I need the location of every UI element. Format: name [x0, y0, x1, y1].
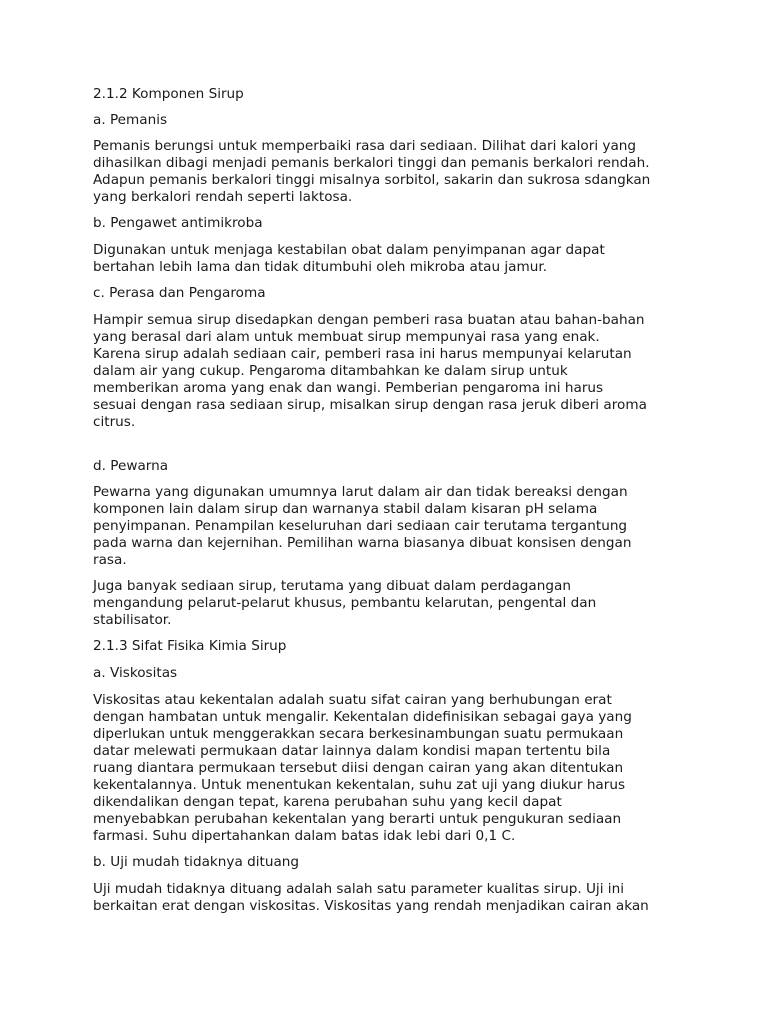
document-page: [93, 86, 693, 915]
text-line: farmasi. Suhu dipertahankan dalam batas idak lebi dari 0,1 C.: [93, 828, 516, 844]
text-line: diperlukan untuk menggerakkan secara berkesinambungan suatu permukaan: [93, 726, 624, 742]
text-line: mengandung pelarut-pelarut khusus, pembantu kelarutan, pengental dan: [93, 595, 597, 611]
heading-line: 2.1.2 Komponen Sirup: [93, 86, 244, 102]
text-line: menyebabkan perubahan kekentalan yang berarti untuk pengukuran sediaan: [93, 811, 622, 827]
paragraph-pemanis: [93, 138, 693, 206]
heading-line: a. Pemanis: [93, 112, 168, 128]
text-line: yang berkalori rendah seperti laktosa.: [93, 189, 353, 205]
text-line: penyimpanan. Penampilan keseluruhan dari sediaan cair terutama tergantung: [93, 518, 628, 534]
subheading-viskositas: [93, 665, 693, 682]
text-line: Juga banyak sediaan sirup, terutama yang dibuat dalam perdagangan: [93, 578, 571, 594]
text-line: ruang diantara permukaan tersebut diisi dengan cairan yang akan ditentukan: [93, 760, 624, 776]
heading-line: c. Perasa dan Pengaroma: [93, 285, 266, 301]
subheading-pemanis: [93, 112, 693, 129]
text-line: memberikan aroma yang enak dan wangi. Pemberian pengaroma ini harus: [93, 380, 604, 396]
text-line: Karena sirup adalah sediaan cair, pemberi rasa ini harus mempunyai kelarutan: [93, 346, 632, 362]
paragraph-pengawet: [93, 242, 693, 276]
text-line: bertahan lebih lama dan tidak ditumbuhi oleh mikroba atau jamur.: [93, 259, 548, 275]
text-line: rasa.: [93, 552, 127, 568]
heading-line: 2.1.3 Sifat Fisika Kimia Sirup: [93, 638, 287, 654]
text-line: Pemanis berungsi untuk memperbaiki rasa dari sediaan. Dilihat dari kalori yang: [93, 138, 637, 154]
text-line: dengan hambatan untuk mengalir. Kekentalan didefinisikan sebagai gaya yang: [93, 709, 632, 725]
text-line: Uji mudah tidaknya dituang adalah salah satu parameter kualitas sirup. Uji ini: [93, 881, 624, 897]
text-line: dihasilkan dibagi menjadi pemanis berkalori tinggi dan pemanis berkalori rendah.: [93, 155, 650, 171]
paragraph-perasa: [93, 312, 693, 431]
heading-line: b. Pengawet antimikroba: [93, 215, 263, 231]
text-line: Pewarna yang digunakan umumnya larut dalam air dan tidak bereaksi dengan: [93, 484, 628, 500]
text-line: Viskositas atau kekentalan adalah suatu sifat cairan yang berhubungan erat: [93, 692, 612, 708]
text-line: komponen lain dalam sirup dan warnanya stabil dalam kisaran pH selama: [93, 501, 598, 517]
text-line: yang berasal dari alam untuk membuat sirup mempunyai rasa yang enak.: [93, 329, 600, 345]
section-heading-2-1-2: [93, 86, 693, 103]
text-line: Digunakan untuk menjaga kestabilan obat dalam penyimpanan agar dapat: [93, 242, 605, 258]
paragraph-viskositas: [93, 692, 693, 845]
text-line: stabilisator.: [93, 612, 172, 628]
text-line: sesuai dengan rasa sediaan sirup, misalkan sirup dengan rasa jeruk diberi aroma: [93, 397, 647, 413]
paragraph-sediaan-sirup: [93, 578, 693, 629]
text-line: dikendalikan dengan tepat, karena perubahan suhu yang kecil dapat: [93, 794, 562, 810]
subheading-perasa: [93, 285, 693, 302]
text-line: datar melewati permukaan datar lainnya dalam kondisi mapan tertentu bila: [93, 743, 611, 759]
text-line: kekentalannya. Untuk menentukan kekentalan, suhu zat uji yang diukur harus: [93, 777, 626, 793]
text-line: Hampir semua sirup disedapkan dengan pemberi rasa buatan atau bahan-bahan: [93, 312, 645, 328]
section-heading-2-1-3: [93, 638, 693, 655]
subheading-uji-tuang: [93, 854, 693, 871]
heading-line: b. Uji mudah tidaknya dituang: [93, 854, 300, 870]
text-line: berkaitan erat dengan viskositas. Viskositas yang rendah menjadikan cairan akan: [93, 898, 649, 914]
text-line: dalam air yang cukup. Pengaroma ditambahkan ke dalam sirup untuk: [93, 363, 568, 379]
heading-line: d. Pewarna: [93, 458, 169, 474]
paragraph-uji-tuang: [93, 881, 693, 915]
text-line: citrus.: [93, 414, 136, 430]
subheading-pengawet: [93, 215, 693, 232]
text-line: Adapun pemanis berkalori tinggi misalnya sorbitol, sakarin dan sukrosa sdangkan: [93, 172, 651, 188]
subheading-pewarna: [93, 458, 693, 475]
heading-line: a. Viskositas: [93, 665, 178, 681]
paragraph-pewarna: [93, 484, 693, 569]
text-line: pada warna dan kejernihan. Pemilihan warna biasanya dibuat konsisen dengan: [93, 535, 632, 551]
